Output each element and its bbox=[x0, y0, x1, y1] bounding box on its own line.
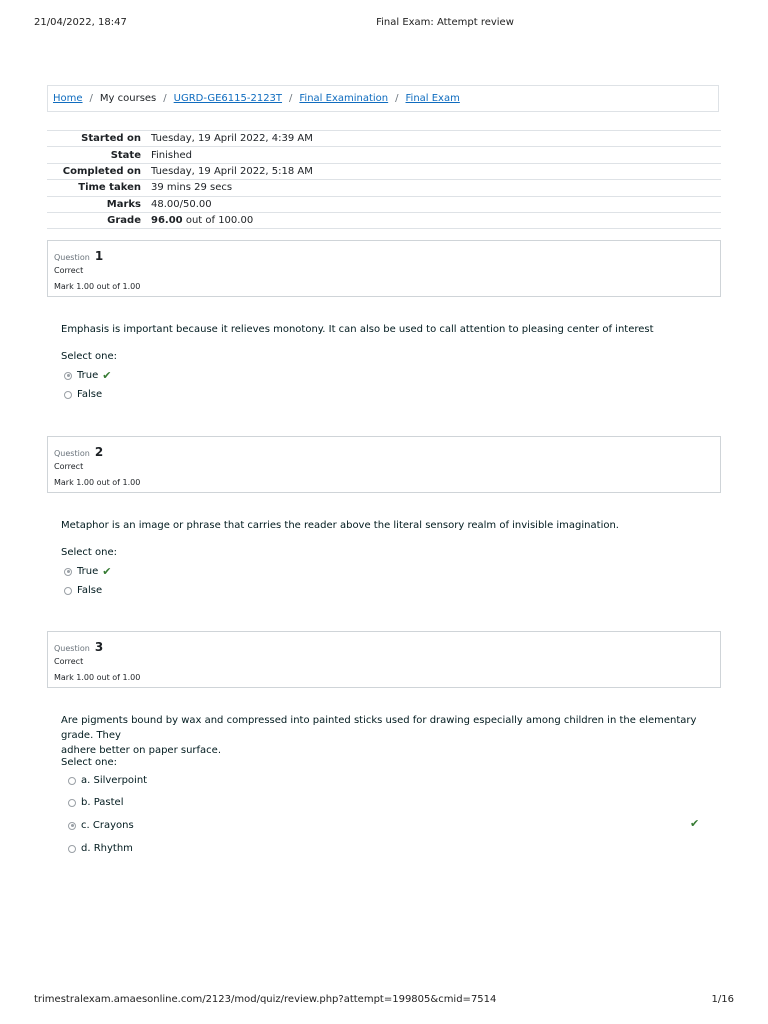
option-label: True bbox=[77, 566, 99, 577]
question-2-option-true[interactable] bbox=[64, 565, 111, 578]
summary-value: Finished bbox=[146, 147, 721, 163]
question-2-info bbox=[47, 436, 721, 493]
grade-out-of: out of 100.00 bbox=[182, 215, 254, 227]
question-3-info bbox=[47, 631, 721, 688]
summary-row-completed bbox=[47, 163, 721, 179]
summary-label: Time taken bbox=[47, 180, 146, 196]
option-label: d. Rhythm bbox=[81, 843, 133, 854]
correct-check-icon: ✔ bbox=[102, 369, 112, 382]
breadcrumb-separator: / bbox=[395, 93, 399, 104]
radio-button[interactable] bbox=[68, 777, 76, 785]
radio-button[interactable] bbox=[68, 799, 76, 807]
attempt-summary-table bbox=[47, 130, 721, 229]
question-label: Question bbox=[54, 253, 90, 262]
question-2-option-false[interactable] bbox=[64, 585, 102, 596]
question-2-text: Metaphor is an image or phrase that carries the reader above the literal sensory realm of invisible imagination. bbox=[61, 520, 619, 531]
summary-value: Tuesday, 19 April 2022, 4:39 AM bbox=[146, 131, 721, 147]
question-1-prompt: Select one: bbox=[61, 351, 118, 362]
summary-row-started bbox=[47, 131, 721, 147]
breadcrumb-quiz-link[interactable]: Final Exam bbox=[405, 93, 460, 104]
correct-check-icon: ✔ bbox=[102, 565, 112, 578]
radio-button-selected[interactable] bbox=[64, 568, 72, 576]
summary-value bbox=[146, 212, 721, 228]
summary-label: Completed on bbox=[47, 163, 146, 179]
summary-label: State bbox=[47, 147, 146, 163]
option-label: False bbox=[77, 585, 103, 596]
question-label: Question bbox=[54, 644, 90, 653]
question-2-prompt: Select one: bbox=[61, 547, 118, 558]
breadcrumb-course-link[interactable]: UGRD-GE6115-2123T bbox=[173, 93, 283, 104]
breadcrumb-my-courses: My courses bbox=[99, 93, 157, 104]
summary-label: Grade bbox=[47, 212, 146, 228]
question-state: Correct bbox=[54, 266, 84, 275]
breadcrumb-home-link[interactable]: Home bbox=[53, 93, 83, 104]
question-1-info bbox=[47, 240, 721, 297]
breadcrumb-section-link[interactable]: Final Examination bbox=[299, 93, 389, 104]
breadcrumb-separator: / bbox=[289, 93, 293, 104]
question-state: Correct bbox=[54, 462, 84, 471]
correct-check-icon: ✔ bbox=[690, 817, 700, 830]
option-label: a. Silverpoint bbox=[81, 775, 148, 786]
question-3-text bbox=[61, 713, 711, 758]
summary-value: 39 mins 29 secs bbox=[146, 180, 721, 196]
question-number: 3 bbox=[94, 640, 104, 654]
summary-row-marks bbox=[47, 196, 721, 212]
question-1-option-false[interactable] bbox=[64, 389, 102, 400]
summary-label: Started on bbox=[47, 131, 146, 147]
breadcrumb bbox=[47, 85, 719, 112]
question-number: 1 bbox=[94, 249, 104, 263]
question-text-line: Are pigments bound by wax and compressed into painted sticks used for drawing especially among children in the elementary grade. They bbox=[61, 715, 697, 741]
question-3-prompt: Select one: bbox=[61, 757, 118, 768]
radio-button[interactable] bbox=[64, 391, 72, 399]
breadcrumb-separator: / bbox=[163, 93, 167, 104]
option-label: c. Crayons bbox=[81, 820, 134, 831]
summary-value: 48.00/50.00 bbox=[146, 196, 721, 212]
summary-value: Tuesday, 19 April 2022, 5:18 AM bbox=[146, 163, 721, 179]
question-3-option-a[interactable] bbox=[68, 775, 147, 786]
question-label: Question bbox=[54, 449, 90, 458]
question-mark: Mark 1.00 out of 1.00 bbox=[54, 673, 141, 682]
summary-row-time-taken bbox=[47, 180, 721, 196]
summary-row-grade bbox=[47, 212, 721, 228]
question-number: 2 bbox=[94, 445, 104, 459]
print-page-title: Final Exam: Attempt review bbox=[376, 17, 514, 28]
radio-button[interactable] bbox=[68, 845, 76, 853]
print-url: trimestralexam.amaesonline.com/2123/mod/quiz/review.php?attempt=199805&cmid=7514 bbox=[34, 994, 497, 1005]
radio-button-selected[interactable] bbox=[64, 372, 72, 380]
summary-label: Marks bbox=[47, 196, 146, 212]
grade-score: 96.00 bbox=[151, 215, 183, 227]
question-text-line: adhere better on paper surface. bbox=[61, 745, 222, 756]
print-page-number: 1/16 bbox=[711, 994, 734, 1005]
breadcrumb-separator: / bbox=[89, 93, 93, 104]
question-state: Correct bbox=[54, 657, 84, 666]
question-mark: Mark 1.00 out of 1.00 bbox=[54, 478, 141, 487]
question-3-option-b[interactable] bbox=[68, 797, 123, 808]
question-1-option-true[interactable] bbox=[64, 369, 111, 382]
question-3-option-d[interactable] bbox=[68, 843, 133, 854]
question-1-text: Emphasis is important because it relieves monotony. It can also be used to call attention to pleasing center of interest bbox=[61, 324, 654, 335]
option-label: False bbox=[77, 389, 103, 400]
question-mark: Mark 1.00 out of 1.00 bbox=[54, 282, 141, 291]
question-3-option-c[interactable] bbox=[68, 820, 134, 831]
option-label: True bbox=[77, 370, 99, 381]
print-datetime: 21/04/2022, 18:47 bbox=[34, 17, 127, 28]
radio-button-selected[interactable] bbox=[68, 822, 76, 830]
summary-row-state bbox=[47, 147, 721, 163]
radio-button[interactable] bbox=[64, 587, 72, 595]
option-label: b. Pastel bbox=[81, 797, 124, 808]
